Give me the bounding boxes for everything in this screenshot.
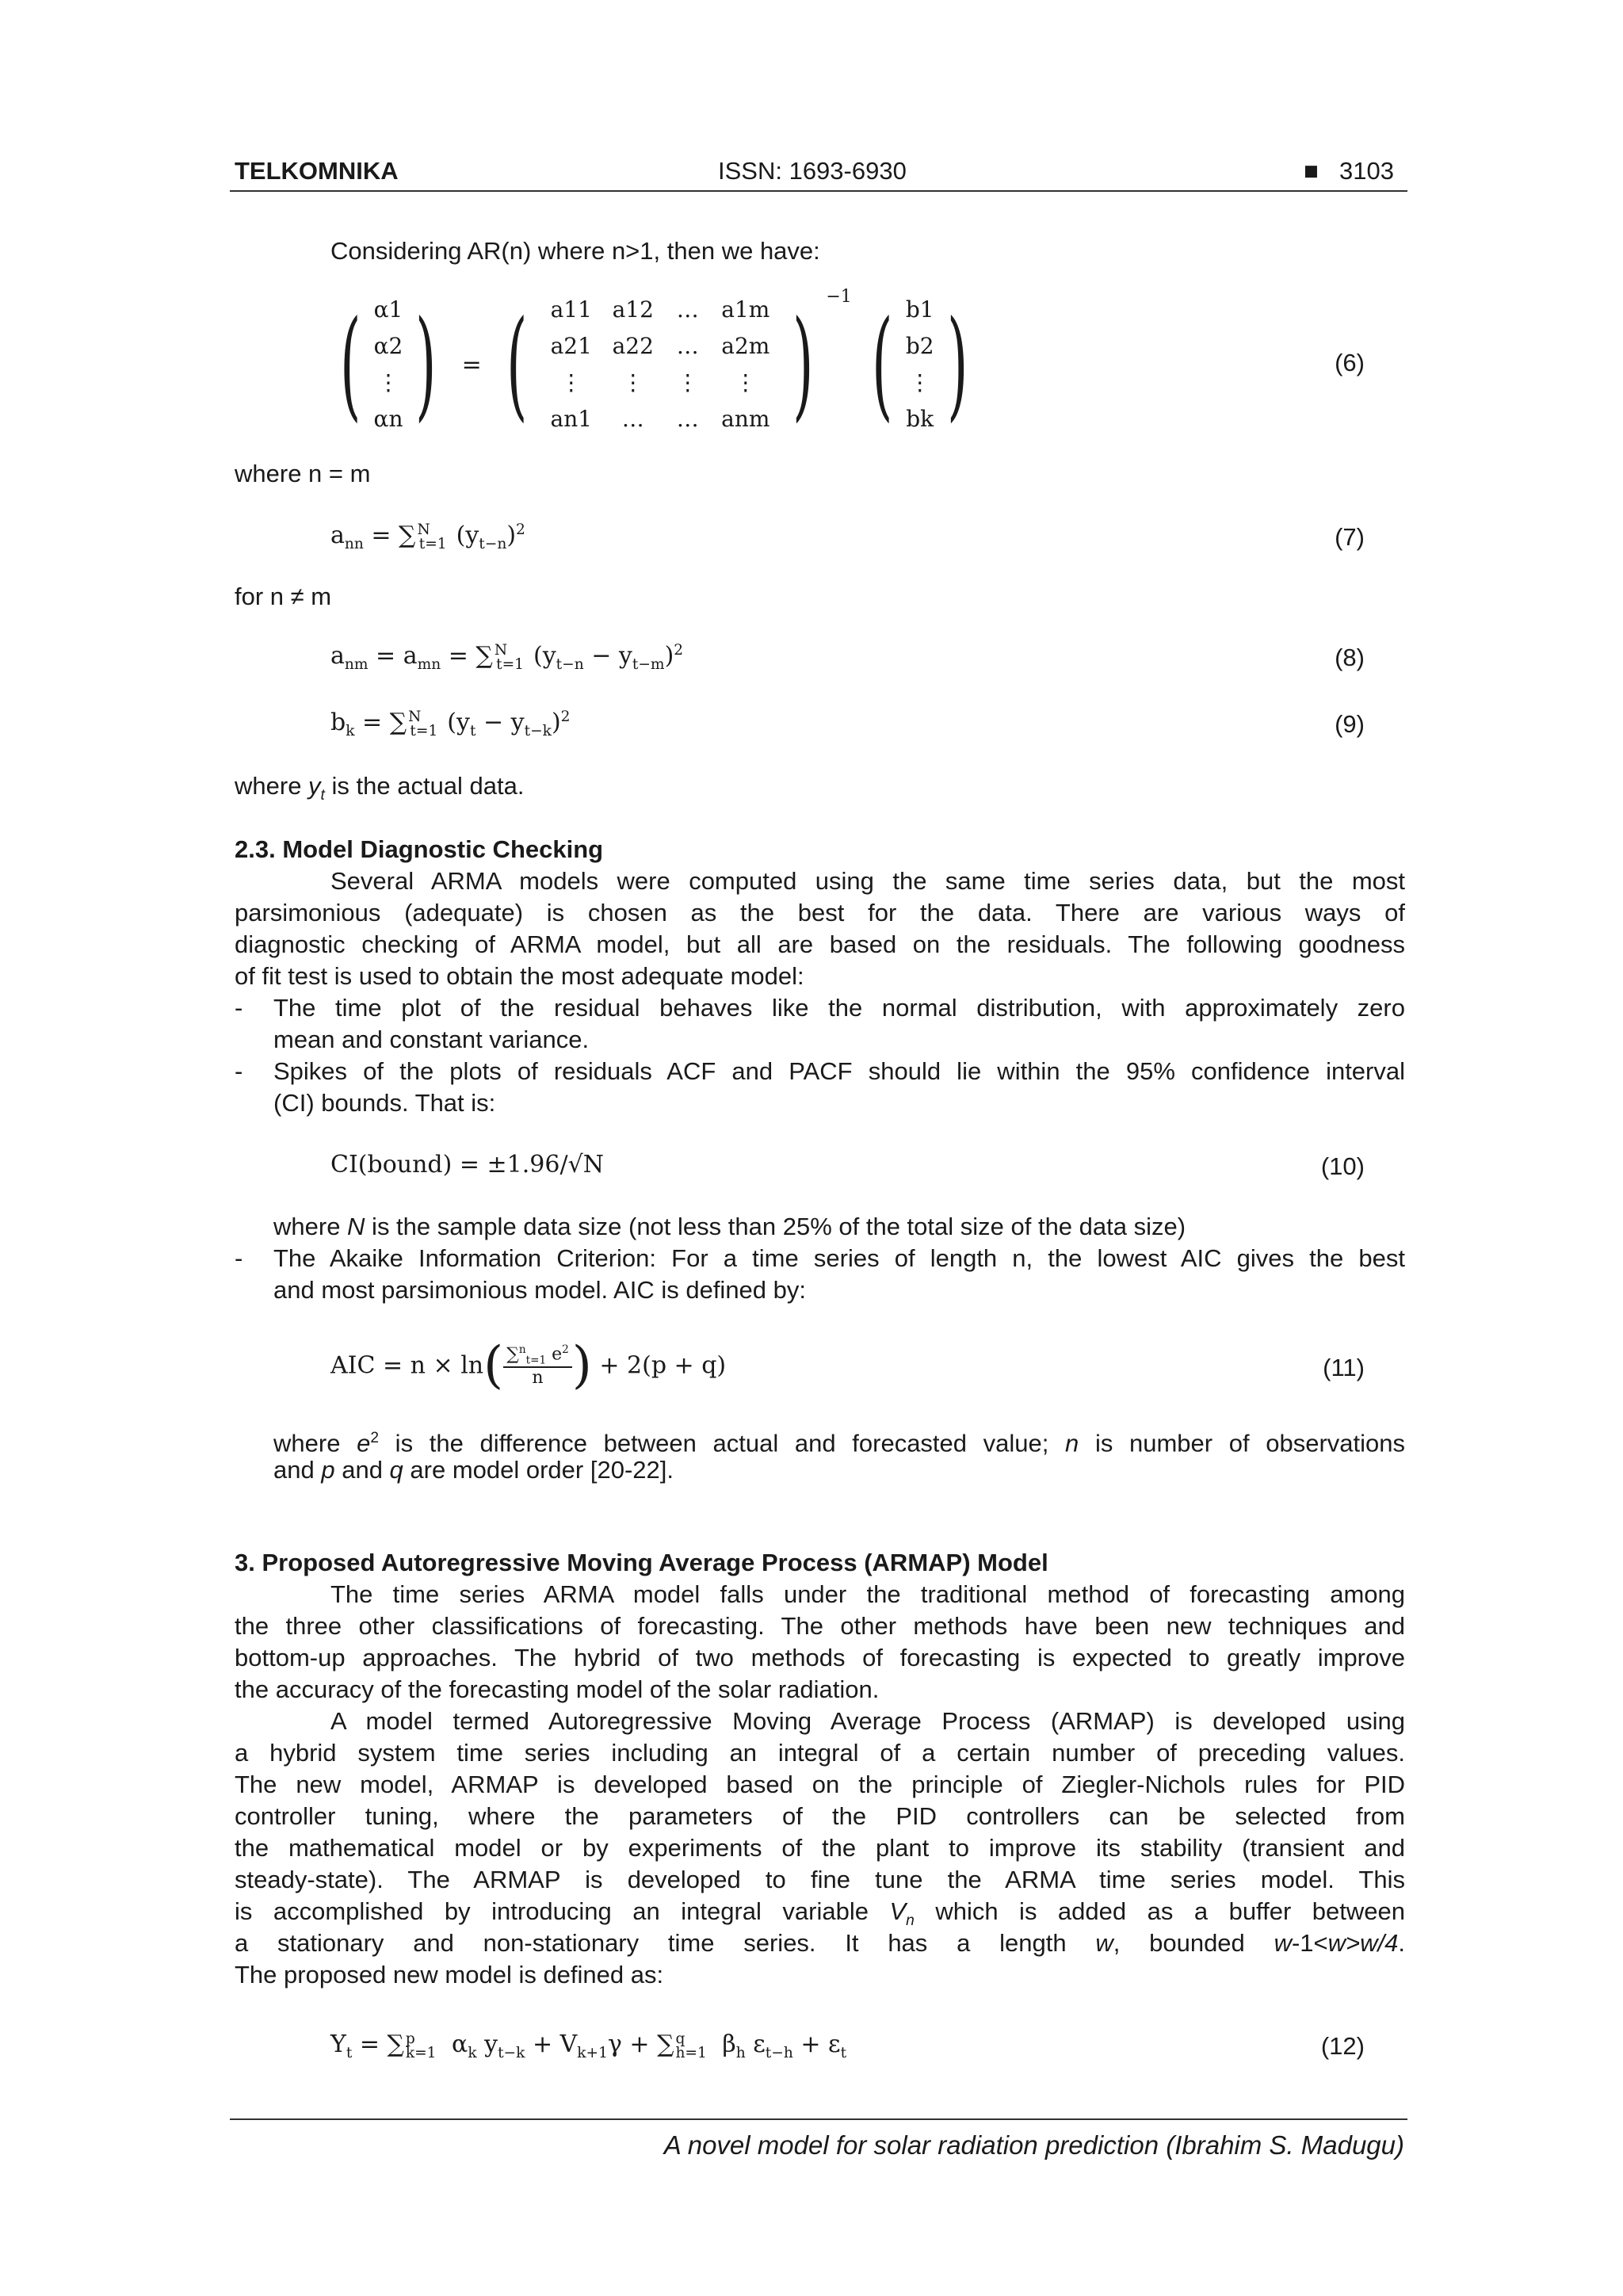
where-e2-line-2: and p and q are model order [20-22]. [273, 1456, 674, 1484]
for-n-not-equal-m: for n ≠ m [235, 583, 332, 610]
where-yt-line: where $y_t$ is the actual data. [235, 772, 525, 804]
sec3-para1-line: the accuracy of the forecasting model of the solar radiation. [235, 1675, 880, 1703]
where-e2-line: where $e^2$ is the difference between actual and forecasted value; n is number of observations [273, 1429, 1406, 1457]
bullet1-line: The time plot of the residual behaves like the normal distribution, with approximately zero [273, 994, 1405, 1022]
issn: ISSN: 1693-6930 [718, 157, 907, 185]
equation-11: AIC = n × ln( $\frac{\sum^n_{t=1} e^2}{n}$ ) + 2(p + q) [330, 1336, 727, 1395]
eq10-number: (10) [1320, 1152, 1365, 1180]
eq11-number: (11) [1323, 1354, 1365, 1381]
equation-6: ( α1 α2 ⋮ αn ) = ( a11 a21 ⋮ an1 a12 a22 ⋮ … … … ⋮ … a1m a2m ⋮ anm ) $^{-1}$ ( b1 b2 ⋮ bk ) [327, 292, 980, 437]
eq6-lhs-column: α1 α2 ⋮ αn [373, 296, 403, 432]
eq9-number: (9) [1335, 710, 1365, 738]
where-n-line: where N is the sample data size (not less than 25% of the total size of the data size) [273, 1213, 1186, 1240]
sec3-para2-line-8: a stationary and non-stationary time series. It has a length w, bounded w-1<w>w/4. [235, 1929, 1405, 1957]
sec23-para-line: Several ARMA models were computed using the same time series data, but the most [330, 867, 1405, 895]
sec23-para-line: of fit test is used to obtain the most adequate model: [235, 962, 804, 990]
eq7-number: (7) [1335, 523, 1365, 551]
page-marker-icon: ■ [1304, 157, 1319, 185]
sec3-para2-line: The new model, ARMAP is developed based on the principle of Ziegler-Nichols rules for PID [235, 1771, 1405, 1798]
page-number: 3103 [1339, 157, 1394, 185]
section-2-3-heading: 2.3. Model Diagnostic Checking [235, 835, 604, 863]
intro-line: Considering AR(n) where n>1, then we have: [330, 237, 820, 265]
sec3-para2-line: The proposed new model is defined as: [235, 1961, 664, 1988]
bullet3-line: The Akaike Information Criterion: For a time series of length n, the lowest AIC gives the best [273, 1244, 1405, 1272]
sec3-para1-line: bottom-up approaches. The hybrid of two methods of forecasting is expected to greatly improve [235, 1644, 1405, 1671]
equation-8: $a_{nm} = a_{mn}$ = ∑ $^N_{t=1}$ $(y_{t-n} - y_{t-m})^2$ [330, 642, 684, 673]
where-n-equals-m: where n = m [235, 460, 371, 487]
bullet-dash: - [235, 1244, 243, 1272]
eq8-number: (8) [1335, 644, 1365, 671]
bullet2-line: Spikes of the plots of residuals ACF and PACF should lie within the 95% confidence interval [273, 1057, 1405, 1085]
eq12-number: (12) [1320, 2032, 1365, 2060]
bullet-dash: - [235, 994, 243, 1022]
header-rule [230, 190, 1407, 192]
sec3-para2-line-7: is accomplished by introducing an integral variable $V_n$ which is added as a buffer between [235, 1897, 1405, 1930]
equation-9: $b_k$ = ∑ $^N_{t=1}$ $(y_t - y_{t-k})^2$ [330, 709, 571, 739]
sec3-para1-line: The time series ARMA model falls under the traditional method of forecasting among [330, 1580, 1405, 1608]
sec23-para-line: diagnostic checking of ARMA model, but all are based on the residuals. The following goodness [235, 930, 1405, 958]
footer-rule [230, 2118, 1407, 2120]
sec3-para1-line: the three other classifications of forecasting. The other methods have been new techniques and [235, 1612, 1405, 1640]
bullet1-line: mean and constant variance. [273, 1026, 590, 1053]
sec3-para2-line: steady-state). The ARMAP is developed to fine tune the ARMA time series model. This [235, 1866, 1405, 1893]
equation-10: CI(bound) = ±1.96/√N [330, 1151, 604, 1179]
equation-12: $Y_t$ = ∑ $^p_{k=1}$ $\alpha_k$ $y_{t-k} + V_{k+1}\gamma$ + ∑ $^q_{h=1}$ $\beta_h$ $\varepsilon_{t-h} + \varepsilon_t$ [330, 2030, 847, 2061]
sec3-para2-line: A model termed Autoregressive Moving Average Process (ARMAP) is developed using [330, 1707, 1405, 1735]
footer-running-title: A novel model for solar radiation prediction (Ibrahim S. Madugu) [663, 2130, 1404, 2160]
sec23-para-line: parsimonious (adequate) is chosen as the best for the data. There are various ways of [235, 899, 1405, 926]
sec3-para2-line: the mathematical model or by experiments of the plant to improve its stability (transient and [235, 1834, 1405, 1862]
bullet-dash: - [235, 1057, 243, 1085]
sec3-para2-line: a hybrid system time series including an integral of a certain number of preceding values. [235, 1739, 1405, 1767]
bullet3-line: and most parsimonious model. AIC is defined by: [273, 1276, 807, 1304]
bullet2-line: (CI) bounds. That is: [273, 1089, 496, 1117]
sec3-para2-line: controller tuning, where the parameters of the PID controllers can be selected from [235, 1802, 1405, 1830]
journal-name: TELKOMNIKA [235, 157, 399, 185]
eq6-number: (6) [1335, 349, 1365, 376]
section-3-heading: 3. Proposed Autoregressive Moving Average Process (ARMAP) Model [235, 1549, 1048, 1576]
equation-7: $a_{nn}$ = ∑ $^N_{t=1}$ $(y_{t-n})^2$ [330, 521, 525, 552]
